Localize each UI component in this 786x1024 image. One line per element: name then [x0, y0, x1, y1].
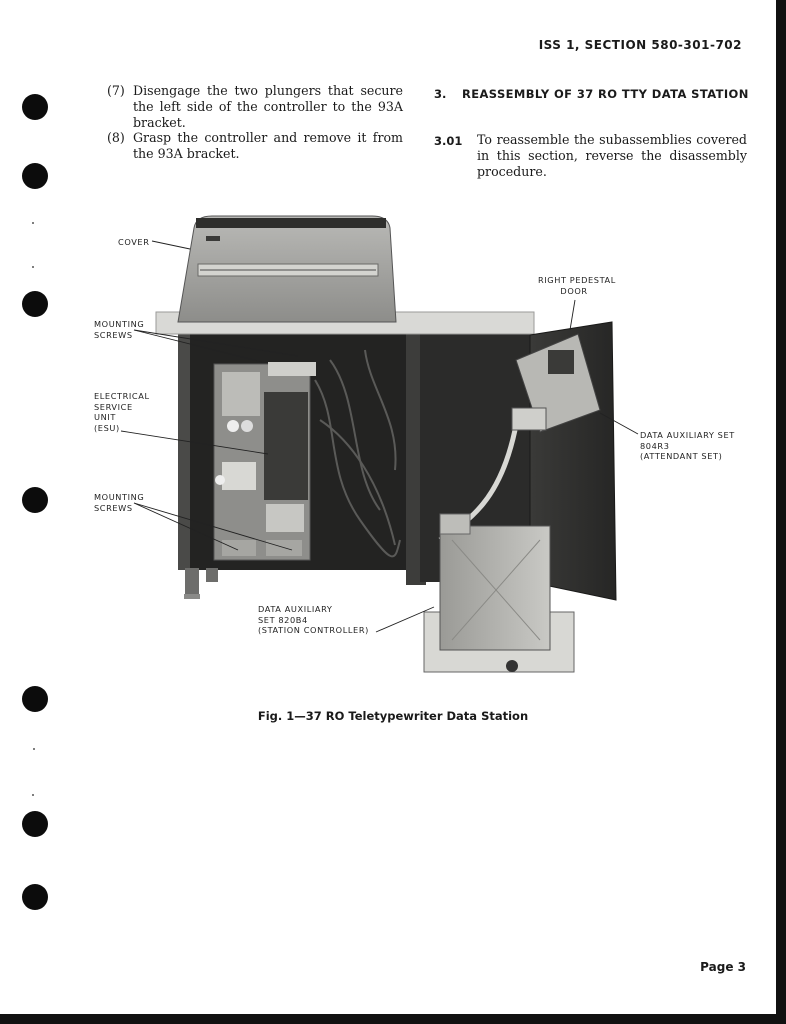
callout-right-pedestal-door: RIGHT PEDESTAL DOOR	[538, 275, 616, 296]
step-text: Grasp the controller and remove it from the 93A bracket.	[133, 130, 403, 161]
callout-mounting-screws-bottom: MOUNTING SCREWS	[94, 492, 145, 513]
figure-caption: Fig. 1—37 RO Teletypewriter Data Station	[257, 709, 529, 723]
step-number: (8)	[107, 130, 125, 145]
callout-cover: COVER	[118, 237, 150, 247]
running-head: ISS 1, SECTION 580-301-702	[538, 38, 742, 52]
esu-chassis	[214, 362, 316, 560]
paragraph-number: 3.01	[434, 134, 463, 148]
callout-esu: ELECTRICAL SERVICE UNIT (ESU)	[94, 391, 150, 433]
callout-attendant-set: DATA AUXILIARY SET 804R3 (ATTENDANT SET)	[640, 430, 735, 461]
section-title: REASSEMBLY OF 37 RO TTY DATA STATION	[462, 87, 749, 101]
paragraph-text: To reassemble the subassemblies covered in this section, reverse the disassembly procedure.	[477, 132, 747, 179]
section-number: 3.	[434, 87, 447, 101]
step-text: Disengage the two plungers that secure the left side of the controller to the 93A bracket.	[133, 83, 403, 130]
page-number: Page 3	[700, 960, 746, 974]
step-number: (7)	[107, 83, 125, 98]
callout-station-controller: DATA AUXILIARY SET 820B4 (STATION CONTROLLER)	[258, 604, 369, 635]
callout-mounting-screws-top: MOUNTING SCREWS	[94, 319, 145, 340]
teletypewriter-cover	[178, 216, 396, 322]
